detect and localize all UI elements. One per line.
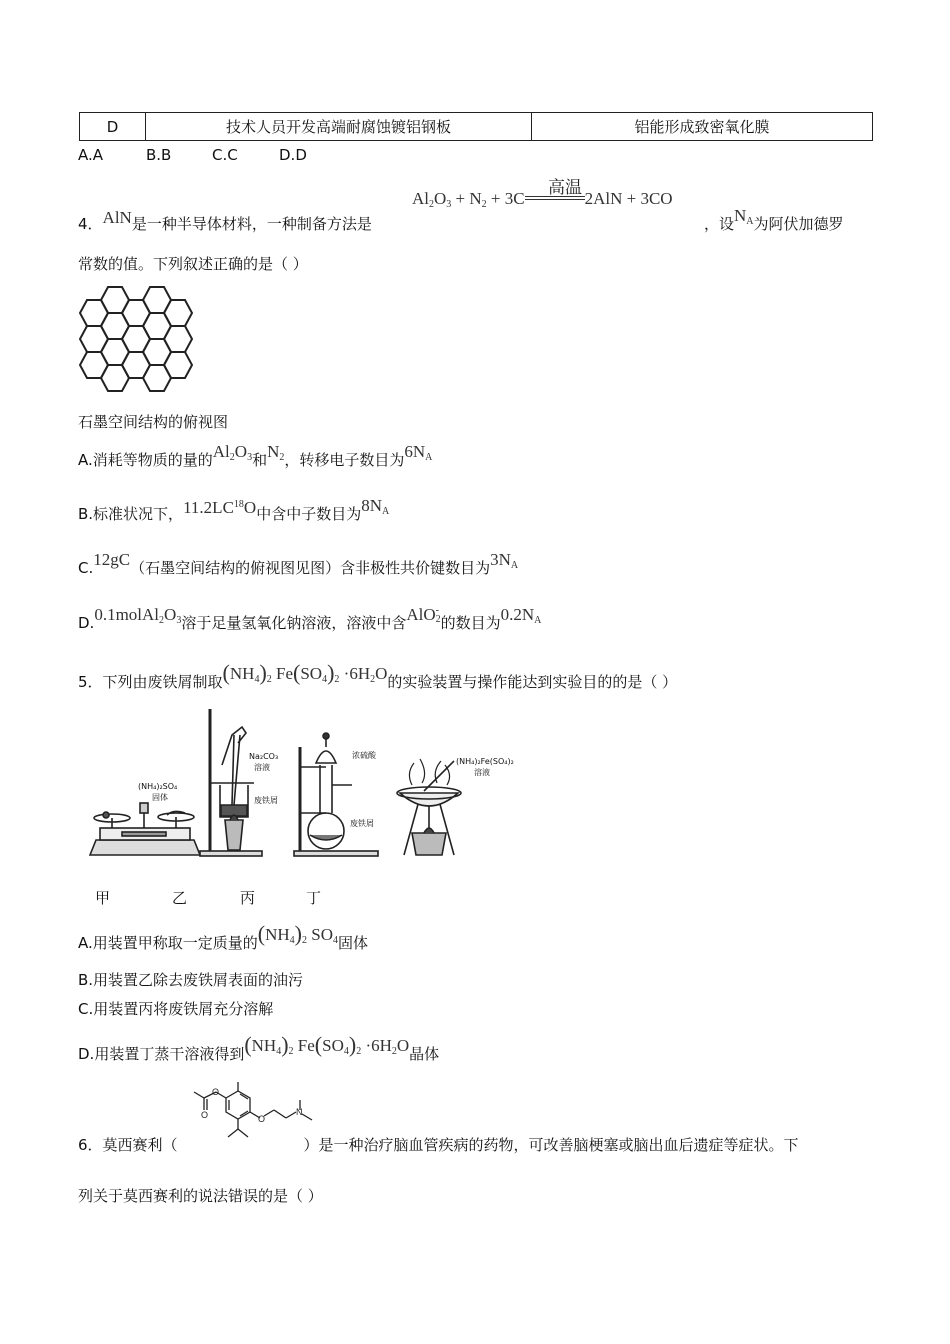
q4-opt-d-ion: AlO- 2 <box>406 605 441 625</box>
q6-text2: ）是一种治疗脑血管疾病的药物，可改善脑梗塞或脑出血后遗症等症状。下 <box>303 1136 799 1154</box>
eq-n: N <box>469 189 482 208</box>
atom-n: N <box>296 1107 303 1117</box>
q4-opt-b-val <box>361 496 389 515</box>
q4-opt-a-val <box>404 442 432 461</box>
q4-opt-d-pre: D. <box>78 614 95 632</box>
q5-option-a <box>78 921 368 955</box>
label-bing-scrap: 废铁屑 <box>350 819 374 828</box>
q4-equation: $Al_2O_3 + N_2 + 3C$ 2AlN + 3CO <box>412 189 673 210</box>
q4-opt-d-post: 的数目为 <box>440 614 501 632</box>
q5-stem <box>78 660 678 694</box>
eq-plus2: + <box>490 189 501 208</box>
q3-options <box>78 146 307 164</box>
q4-opt-a-n2: $N_2$ <box>267 442 285 463</box>
q4-opt-b-pre: B.标准状况下， <box>78 505 184 523</box>
q4-option-a <box>78 442 433 471</box>
beaker-stand-apparatus <box>200 709 262 856</box>
q4-opt-b-sub: A <box>381 506 390 517</box>
q4-opt-b-mid: 中含中子数目为 <box>256 505 362 523</box>
label-jia-reagent1: (NH₄)₂SO₄ <box>138 782 178 791</box>
q4-opt-d-sub: A <box>534 615 542 626</box>
q4-stem-line2: 常数的值。下列叙述正确的是（ ） <box>78 255 308 273</box>
evaporating-dish-apparatus <box>397 759 461 855</box>
q4-option-b <box>78 496 390 525</box>
q3-option-a: A.A <box>78 146 104 164</box>
apparatus-jia: 甲 <box>95 889 111 907</box>
q4-opt-b-value: 8N <box>361 496 382 515</box>
q5-option-c: C.用装置丙将废铁屑充分溶解 <box>78 1000 274 1018</box>
q5-opt-d-pre: D.用装置丁蒸干溶液得到 <box>78 1045 245 1063</box>
label-ding-reagent2: 溶液 <box>474 768 490 777</box>
q4-opt-d-mid: 溶于足量氢氧化钠溶液，溶液中含 <box>181 614 407 632</box>
al-symbol: Al <box>212 442 230 461</box>
atom-o-ether: O <box>258 1114 266 1124</box>
o-symbol: O <box>234 442 248 461</box>
apparatus-yi: 乙 <box>172 889 188 907</box>
q5-apparatus-figure <box>82 705 562 863</box>
o-symbol-d: O <box>396 1036 410 1055</box>
q6-stem-line2: 列关于莫西赛利的说法错误的是（ ） <box>78 1187 323 1205</box>
q4-opt-d-value: 0.2N <box>500 605 535 624</box>
q4-opt-a-mid: ，转移电子数目为 <box>284 451 405 469</box>
apparatus-bing: 丙 <box>240 889 256 907</box>
water-symbol-d: ·6H <box>365 1036 392 1055</box>
balance-apparatus <box>90 803 200 855</box>
options-table <box>79 112 873 141</box>
eq-condition: 高温 <box>548 178 582 198</box>
graphite-structure-figure <box>78 280 200 398</box>
table-cell-principle: 铝能形成致密氧化膜 <box>532 113 873 141</box>
q4-opt-d-o: O <box>164 605 177 624</box>
q5-option-d <box>78 1032 440 1066</box>
q4-stem-line1-right <box>704 206 844 235</box>
table-row <box>80 113 873 141</box>
q4-opt-c-formula: 12gC <box>93 550 131 569</box>
q3-option-c: C.C <box>212 146 238 164</box>
q4-number: 4． <box>78 215 103 233</box>
eq-plus: + <box>455 189 466 208</box>
q4-text2: ，设 <box>704 215 735 233</box>
q4-na <box>734 206 754 225</box>
q4-option-c <box>78 550 519 579</box>
q4-option-d <box>78 605 542 634</box>
fe-symbol: Fe <box>276 664 294 683</box>
q4-opt-c-sub: A <box>510 560 519 571</box>
eq-products: 2AlN + 3CO <box>584 189 673 208</box>
apparatus-ding: 丁 <box>306 889 322 907</box>
q4-na-sub: A <box>746 216 754 227</box>
q4-opt-a-sub: A <box>425 452 433 463</box>
label-jia-reagent2: 固体 <box>152 793 168 802</box>
q4-opt-d-f: 0.1molAl <box>94 605 160 624</box>
q4-opt-c-mid: （石墨空间结构的俯视图见图）含非极性共价键数目为 <box>130 559 491 577</box>
q5-opt-d-formula: $(NH_4)_2$ $Fe(SO_4)_2 \cdot 6H_2O$ <box>244 1032 410 1057</box>
so-symbol-d: SO <box>322 1036 344 1055</box>
q5-option-b: B.用装置乙除去废铁屑表面的油污 <box>78 971 304 989</box>
q4-na-n: N <box>734 206 747 225</box>
eq-3c: 3C <box>504 189 525 208</box>
q5-opt-d-post: 晶体 <box>409 1045 440 1063</box>
q4-opt-c-pre: C. <box>78 559 94 577</box>
q4-opt-d-alo: AlO <box>406 605 436 624</box>
q3-option-b: B.B <box>146 146 172 164</box>
nh-symbol-d: NH <box>251 1036 277 1055</box>
q4-opt-b-o: O <box>243 498 257 517</box>
fe-symbol-d: Fe <box>297 1036 315 1055</box>
q5-opt-a-post: 固体 <box>337 934 368 952</box>
n-symbol: N <box>267 442 280 461</box>
q5-text-pre: 5．下列由废铁屑制取 <box>78 673 223 691</box>
q4-opt-a-value: 6N <box>404 442 426 461</box>
label-ding-reagent1: (NH₄)₂Fe(SO₄)₂ <box>456 757 514 766</box>
water-symbol: ·6H <box>343 664 371 683</box>
honeycomb-lattice <box>80 287 192 391</box>
table-cell-label: D <box>80 113 146 141</box>
q4-stem-line1 <box>78 208 372 234</box>
o-symbol-2: O <box>375 664 388 683</box>
atom-o-ester: O <box>212 1087 220 1097</box>
q4-text3: 为阿伏加德罗 <box>753 215 844 233</box>
so-symbol: SO <box>300 664 323 683</box>
figure-caption: 石墨空间结构的俯视图 <box>78 413 229 431</box>
atom-o-carbonyl: O <box>201 1110 209 1120</box>
q4-text1: 是一种半导体材料，一种制备方法是 <box>131 215 372 233</box>
q4-opt-b-formula <box>183 498 256 517</box>
q5-opt-a-formula: $(NH_4)_2$ $SO_4$ <box>257 921 338 946</box>
q4-opt-c-value: 3N <box>490 550 511 569</box>
q4-opt-d-val <box>501 605 542 624</box>
q4-aln: AlN <box>102 208 132 227</box>
eq-o: O <box>434 189 447 208</box>
label-yi-reagent2: 溶液 <box>254 763 270 772</box>
q6-text1: 6．莫西赛利（ <box>78 1136 178 1154</box>
q5-text-post: 的实验装置与操作能达到实验目的的是（ ） <box>387 673 678 691</box>
q4-opt-c-val <box>490 550 518 569</box>
so-symbol-a: SO <box>311 925 333 944</box>
table-cell-activity: 技术人员开发高端耐腐蚀镀铝钢板 <box>146 113 532 141</box>
q4-opt-d-formula: $0.1molAl_2O_3$ <box>94 605 182 626</box>
label-bing-acid: 浓硫酸 <box>352 751 376 760</box>
q4-opt-b-f: 11.2LC <box>183 498 234 517</box>
q6-stem-line1 <box>78 1134 799 1155</box>
apparatus-names <box>95 887 321 908</box>
q4-opt-a-pre: A.消耗等物质的量的 <box>78 451 213 469</box>
q5-formula: $(NH_4)_2$ $Fe(SO_4)_2 \cdot 6H_2O$ <box>222 660 388 685</box>
q4-opt-d-charge: - <box>435 605 439 616</box>
eq-al: Al <box>412 189 429 208</box>
q3-option-d: D.D <box>279 146 307 164</box>
label-yi-reagent1: Na₂CO₃ <box>249 752 279 761</box>
q5-opt-a-pre: A.用装置甲称取一定质量的 <box>78 934 258 952</box>
label-yi-scrap: 废铁屑 <box>254 796 278 805</box>
nh-symbol: NH <box>229 664 255 683</box>
q4-opt-b-iso: 18 <box>233 499 244 510</box>
q4-opt-a-al2o3: $Al_2O_3$ <box>212 442 253 463</box>
nh-symbol-a: NH <box>265 925 290 944</box>
q4-opt-a-and: 和 <box>252 451 268 469</box>
